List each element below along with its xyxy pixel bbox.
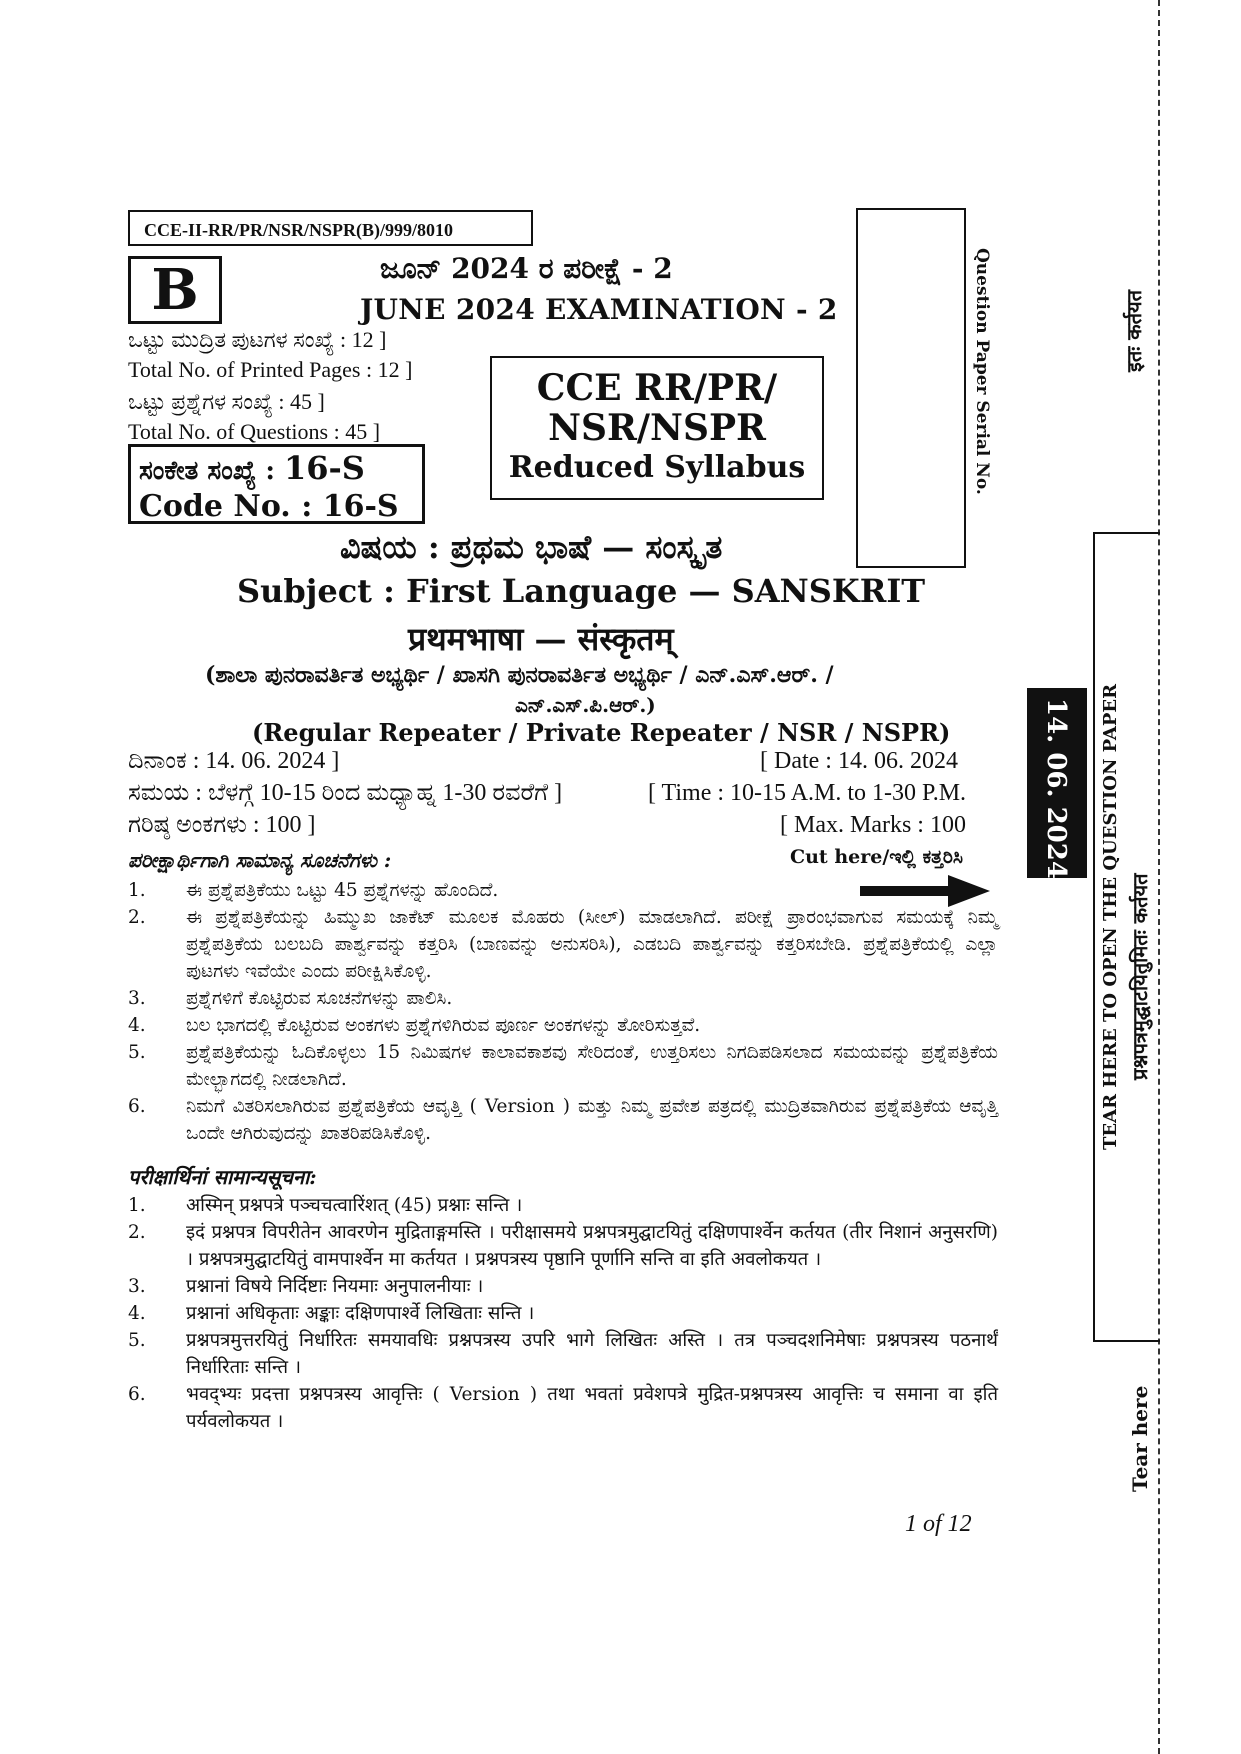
code-number-box [128, 444, 425, 524]
cce-line-3: Reduced Syllabus [508, 450, 806, 485]
list-item: 1. अस्मिन् प्रश्नपत्रे पञ्चचत्वारिंशत् (45) प्रश्नाः सन्ति । [128, 1195, 523, 1216]
code-value-en: 16-S [322, 489, 399, 524]
date-band: 14. 06. 2024 [1027, 688, 1087, 878]
candidate-types-kn: (ಶಾಲಾ ಪುನರಾವರ್ತಿತ ಅಭ್ಯರ್ಥಿ / ಖಾಸಗಿ ಪುನರಾವರ್ತಿತ ಅಭ್ಯರ್ಥಿ / ಎನ್.ಎಸ್.ಆರ್. / [205, 662, 834, 688]
questions-count-en: Total No. of Questions : 45 ] [128, 419, 381, 444]
exam-title-en: JUNE 2024 EXAMINATION - 2 [360, 293, 838, 326]
instructions-heading-kn: ಪರೀಕ್ಷಾರ್ಥಿಗಾಗಿ ಸಾಮಾನ್ಯ ಸೂಚನೆಗಳು : [128, 848, 392, 872]
list-item: 3. प्रश्नानां विषये निर्दिष्टाः नियमाः अनुपालनीयाः । [128, 1276, 484, 1297]
subject-sa: प्रथमभाषा — संस्कृतम् [408, 620, 674, 658]
page-number: 1 of 12 [905, 1511, 972, 1537]
pages-count-en: Total No. of Printed Pages : 12 ] [128, 357, 413, 382]
list-item: 1. ಈ ಪ್ರಶ್ನೆಪತ್ರಿಕೆಯು ಒಟ್ಟು 45 ಪ್ರಶ್ನೆಗಳನ್ನು ಹೊಂದಿದೆ. [128, 880, 499, 901]
serial-number-box [856, 208, 966, 568]
list-item: 2. इदं प्रश्नपत्र विपरीतेन आवरणेन मुद्रिताङ्गमस्ति । परीक्षासमये प्रश्नपत्रमुद्घाटयितुं दक्षिणपार्श्वेन कर्तयत (तीर निशानं अनुसरणि) । प्रश्नपत्रमुद्घाटयितुं वामपार्श्वेन मा कर्तयत । प्रश्नपत्रस्य पृष्ठानि पूर्णानि सन्ति वा इति अवलोकयत । [128, 1222, 998, 1270]
list-item: 6. भवद्भ्यः प्रदत्ता प्रश्नपत्रस्य आवृत्तिः ( Version ) तथा भवतां प्रवेशपत्रे मुद्रित-प्रश्नपत्रस्य आवृत्तिः च समाना वा इति पर्यवलोकयत । [128, 1384, 998, 1432]
questions-count-kn: ಒಟ್ಟು ಪ್ರಶ್ನೆಗಳ ಸಂಖ್ಯೆ : 45 ] [128, 389, 325, 414]
tear-here-instruction-en: TEAR HERE TO OPEN THE QUESTION PAPER [1100, 683, 1121, 1150]
code-value-kn: 16-S [283, 449, 365, 487]
instructions-heading-sa: परीक्षार्थिनां सामान्यसूचना: [128, 1165, 317, 1189]
exam-title-kn: ಜೂನ್ 2024 ರ ಪರೀಕ್ಷೆ - 2 [380, 252, 673, 285]
list-item: 2. ಈ ಪ್ರಶ್ನೆಪತ್ರಿಕೆಯನ್ನು ಹಿಮ್ಮುಖ ಜಾಕೆಟ್ ಮೂಲಕ ಮೊಹರು (ಸೀಲ್) ಮಾಡಲಾಗಿದೆ. ಪರೀಕ್ಷೆ ಪ್ರಾರಂಭವಾಗುವ ಸಮಯಕ್ಕೆ ನಿಮ್ಮ ಪ್ರಶ್ನೆಪತ್ರಿಕೆಯ ಬಲಬದಿ ಪಾರ್ಶ್ವವನ್ನು ಕತ್ತರಿಸಿ (ಬಾಣವನ್ನು ಅನುಸರಿಸಿ), ಎಡಬದಿ ಪಾರ್ಶ್ವವನ್ನು ಕತ್ತರಿಸಬೇಡಿ. ಪ್ರಶ್ನೆಪತ್ರಿಕೆಯಲ್ಲಿ ಎಲ್ಲಾ ಪುಟಗಳು ಇವೆಯೇ ಎಂದು ಪರೀಕ್ಷಿಸಿಕೊಳ್ಳಿ. [128, 907, 998, 982]
instructions-list-sa [128, 1192, 998, 1435]
itah-kartayat-label: इतः कर्तयत [1122, 290, 1146, 372]
code-label-en: Code No. : [139, 489, 313, 524]
tear-here-label: Tear here [1128, 1385, 1152, 1492]
instructions-list-kn [128, 877, 998, 1147]
subject-kn: ವಿಷಯ : ಪ್ರಥಮ ಭಾಷೆ — ಸಂಸ್ಕೃತ [340, 528, 723, 566]
time-en: [ Time : 10-15 A.M. to 1-30 P.M. [648, 780, 967, 806]
candidate-types-en: (Regular Repeater / Private Repeater / NSR / NSPR) [252, 718, 951, 747]
cut-here-label: Cut here/ಇಲ್ಲಿ ಕತ್ತರಿಸಿ [790, 846, 963, 868]
version-letter: B [128, 256, 222, 324]
marks-en: [ Max. Marks : 100 [780, 812, 966, 838]
list-item: 4. प्रश्नानां अधिकृताः अङ्काः दक्षिणपार्श्वे लिखिताः सन्ति । [128, 1303, 535, 1324]
cce-line-1: CCE RR/PR/ [536, 367, 778, 409]
code-label-kn: ಸಂಕೇತ ಸಂಖ್ಯೆ : [139, 456, 275, 486]
list-item: 5. ಪ್ರಶ್ನೆಪತ್ರಿಕೆಯನ್ನು ಓದಿಕೊಳ್ಳಲು 15 ನಿಮಿಷಗಳ ಕಾಲಾವಕಾಶವು ಸೇರಿದಂತೆ, ಉತ್ತರಿಸಲು ನಿಗದಿಪಡಿಸಲಾದ ಸಮಯವನ್ನು ಪ್ರಶ್ನೆಪತ್ರಿಕೆಯ ಮೇಲ್ಭಾಗದಲ್ಲಿ ನೀಡಲಾಗಿದೆ. [128, 1042, 998, 1090]
list-item: 5. प्रश्नपत्रमुत्तरयितुं निर्धारितः समयावधिः प्रश्नपत्रस्य उपरि भागे लिखितः अस्ति । तत्र पञ्चदशनिमेषाः प्रश्नपत्रस्य पठनार्थं निर्धारिताः सन्ति । [128, 1330, 998, 1378]
list-item: 3. ಪ್ರಶ್ನೆಗಳಿಗೆ ಕೊಟ್ಟಿರುವ ಸೂಚನೆಗಳನ್ನು ಪಾಲಿಸಿ. [128, 988, 453, 1009]
time-kn: ಸಮಯ : ಬೆಳಗ್ಗೆ 10-15 ರಿಂದ ಮಧ್ಯಾಹ್ನ 1-30 ರವರೆಗೆ ] [128, 780, 563, 806]
subject-en: Subject : First Language — SANSKRIT [237, 572, 926, 610]
tear-here-instruction-sa: प्रश्नपत्रमुद्घाटयितुमितः कर्तयत [1128, 873, 1152, 1080]
marks-kn: ಗರಿಷ್ಠ ಅಂಕಗಳು : 100 ] [128, 812, 316, 838]
serial-number-label: Question Paper Serial No. [972, 248, 992, 495]
list-item: 4. ಬಲ ಭಾಗದಲ್ಲಿ ಕೊಟ್ಟಿರುವ ಅಂಕಗಳು ಪ್ರಶ್ನೆಗಳಿಗಿರುವ ಪೂರ್ಣ ಅಂಕಗಳನ್ನು ತೋರಿಸುತ್ತವೆ. [128, 1015, 701, 1036]
date-en: [ Date : 14. 06. 2024 [760, 748, 958, 774]
cce-category-box [490, 356, 824, 500]
candidate-types-kn-2: ಎನ್.ಎಸ್.ಪಿ.ಆರ್.) [515, 693, 656, 717]
pages-count-kn: ಒಟ್ಟು ಮುದ್ರಿತ ಪುಟಗಳ ಸಂಖ್ಯೆ : 12 ] [128, 327, 387, 352]
cce-line-2: NSR/NSPR [548, 407, 766, 449]
paper-code: CCE-II-RR/PR/NSR/NSPR(B)/999/8010 [128, 210, 533, 246]
date-kn: ದಿನಾಂಕ : 14. 06. 2024 ] [128, 748, 340, 774]
list-item: 6. ನಿಮಗೆ ವಿತರಿಸಲಾಗಿರುವ ಪ್ರಶ್ನೆಪತ್ರಿಕೆಯ ಆವೃತ್ತಿ ( Version ) ಮತ್ತು ನಿಮ್ಮ ಪ್ರವೇಶ ಪತ್ರದಲ್ಲಿ ಮುದ್ರಿತವಾಗಿರುವ ಪ್ರಶ್ನೆಪತ್ರಿಕೆಯ ಆವೃತ್ತಿ ಒಂದೇ ಆಗಿರುವುದನ್ನು ಖಾತರಿಪಡಿಸಿಕೊಳ್ಳಿ. [128, 1096, 998, 1144]
